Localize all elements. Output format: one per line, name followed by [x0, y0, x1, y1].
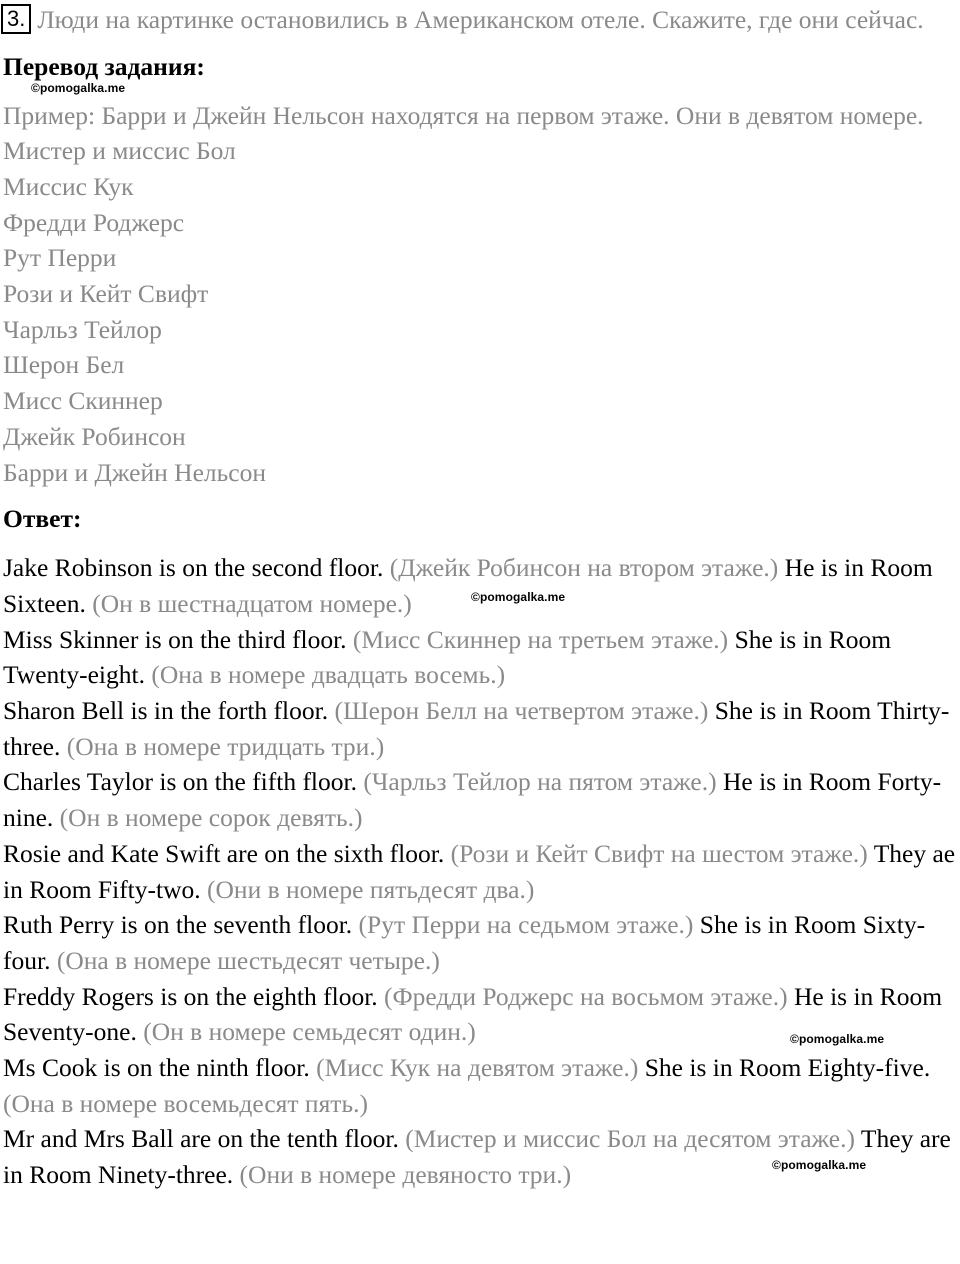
answer-item — [3, 907, 957, 978]
answer-english: Ms Cook is on the ninth floor. — [3, 1053, 310, 1083]
answer-russian: (Мистер и миссис Бол на десятом этаже.) — [405, 1124, 855, 1154]
translation-list — [3, 98, 957, 491]
answer-russian: (Он в номере сорок девять.) — [59, 803, 363, 833]
translation-line: Мистер и миссис Бол — [3, 136, 236, 166]
translation-line: Шерон Бел — [3, 350, 125, 380]
answer-english: They are in Room Ninety-three. — [3, 1124, 951, 1190]
answer-russian: (Шерон Белл на четвертом этаже.) — [334, 696, 709, 726]
answer-russian: (Он в шестнадцатом номере.) — [92, 588, 412, 618]
translation-line: Джейк Робинсон — [3, 421, 186, 451]
answer-english: He is in Room Sixteen. — [3, 553, 933, 618]
translation-line: Мисс Скиннер — [3, 386, 163, 416]
answer-english: Jake Robinson is on the second floor. — [3, 553, 384, 583]
answer-item — [3, 764, 957, 835]
watermark: ©pomogalka.me — [471, 590, 566, 604]
translation-line: Рози и Кейт Свифт — [3, 279, 209, 309]
translation-heading: Перевод задания: — [3, 51, 205, 81]
translation-line: Миссис Кук — [3, 171, 134, 201]
answer-russian: (Она в номере тридцать три.) — [66, 731, 385, 761]
answer-english: Mr and Mrs Ball are on the tenth floor. — [3, 1124, 399, 1154]
translation-line: Фредди Роджерс — [3, 207, 185, 237]
answer-english: Miss Skinner is on the third floor. — [3, 624, 347, 654]
answer-english: They ae in Room Fifty-two. — [3, 838, 956, 904]
answer-item — [3, 693, 957, 764]
answer-item — [3, 622, 957, 693]
answer-russian: (Джейк Робинсон на втором этаже.) — [389, 553, 779, 583]
answer-english: She is in Room Twenty-eight. — [3, 624, 892, 690]
answer-russian: (Они в номере пятьдесят два.) — [207, 874, 535, 904]
task-text: Люди на картинке остановились в Американском отеле. Скажите, где они сейчас. — [37, 5, 924, 34]
answer-russian: (Мисс Скиннер на третьем этаже.) — [352, 624, 729, 654]
watermark: ©pomogalka.me — [31, 81, 126, 95]
answer-english: Ruth Perry is on the seventh floor. — [3, 910, 353, 940]
answer-russian: (Она в номере двадцать восемь.) — [151, 660, 506, 690]
answer-heading: Ответ: — [3, 504, 82, 534]
answer-russian: (Рут Перри на седьмом этаже.) — [358, 910, 694, 940]
task-statement — [3, 2, 957, 38]
answer-english: He is in Room Forty-nine. — [3, 767, 942, 833]
answer-english: She is in Room Sixty-four. — [3, 910, 926, 975]
answer-list — [3, 550, 957, 1193]
answer-item — [3, 836, 957, 907]
answer-russian: (Рози и Кейт Свифт на шестом этаже.) — [450, 838, 868, 868]
answer-russian: (Она в номере шестьдесят четыре.) — [56, 945, 440, 975]
answer-russian: (Чарльз Тейлор на пятом этаже.) — [363, 767, 717, 797]
answer-english: Sharon Bell is in the forth floor. — [3, 696, 329, 726]
translation-line: Барри и Джейн Нельсон — [3, 457, 266, 487]
answer-english: She is in Room Eighty-five. — [644, 1053, 931, 1083]
answer-english: He is in Room Seventy-one. — [3, 981, 943, 1047]
answer-russian: (Она в номере восемьдесят пять.) — [3, 1088, 368, 1118]
translation-line: Пример: Барри и Джейн Нельсон находятся на первом этаже. Они в девятом номере. — [3, 100, 924, 130]
answer-english: Rosie and Kate Swift are on the sixth floor. — [3, 838, 445, 868]
task-number: 3. — [1, 4, 31, 34]
watermark: ©pomogalka.me — [790, 1032, 885, 1046]
answer-russian: (Он в номере семьдесят один.) — [143, 1017, 476, 1047]
answer-english: Charles Taylor is on the fifth floor. — [3, 767, 357, 797]
answer-item — [3, 1050, 957, 1121]
answer-russian: (Мисс Кук на девятом этаже.) — [316, 1053, 639, 1083]
answer-russian: (Они в номере девяносто три.) — [239, 1160, 572, 1190]
translation-line: Чарльз Тейлор — [3, 314, 162, 344]
watermark: ©pomogalka.me — [772, 1158, 867, 1172]
answer-item — [3, 550, 957, 621]
translation-line: Рут Перри — [3, 243, 117, 273]
answer-russian: (Фредди Роджерс на восьмом этаже.) — [384, 981, 788, 1011]
answer-english: Freddy Rogers is on the eighth floor. — [3, 981, 378, 1011]
answer-english: She is in Room Thirty-three. — [3, 696, 950, 761]
